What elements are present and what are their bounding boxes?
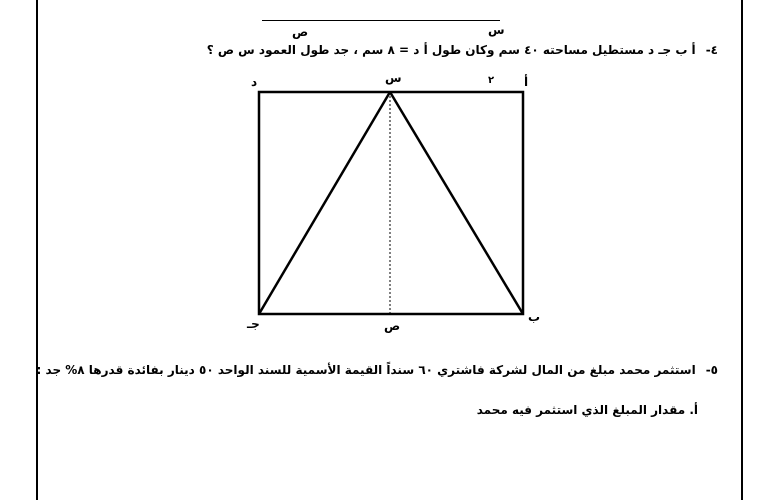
triangle-side-left bbox=[259, 92, 390, 314]
rectangle-abcd bbox=[259, 92, 523, 314]
question-5-number: ٥- bbox=[705, 363, 718, 377]
fraction-denominator: ص bbox=[292, 25, 309, 39]
vertex-label-sad: ص bbox=[384, 319, 401, 333]
vertex-label-a: أ bbox=[524, 75, 529, 89]
question-5 bbox=[37, 364, 718, 376]
question-5-text: استثمر محمد مبلغ من المال لشركة فاشتري ٦٠ سنداً القيمة الأسمية للسند الواحد ٥٠ دينار بفائدة قدرها ٨% جد : bbox=[36, 363, 696, 377]
question-4-number: ٤- bbox=[705, 43, 718, 57]
fraction-numerator: س bbox=[488, 23, 505, 37]
triangle-side-right bbox=[390, 92, 523, 314]
vertex-label-b: ب bbox=[528, 310, 541, 324]
question-5-part-a: أ. مقدار المبلغ الذي استثمر فيه محمد bbox=[476, 403, 698, 417]
question-4-text: أ ب جـ د مستطيل مساحته ٤٠ سم وكان طول أ د = ٨ سم ، جد طول العمود س ص ؟ bbox=[206, 43, 696, 57]
vertex-label-d: د bbox=[251, 75, 258, 89]
vertex-label-s: س bbox=[385, 71, 402, 85]
figure-label-2: ٢ bbox=[488, 75, 495, 86]
vertex-label-j: جـ bbox=[247, 317, 260, 331]
